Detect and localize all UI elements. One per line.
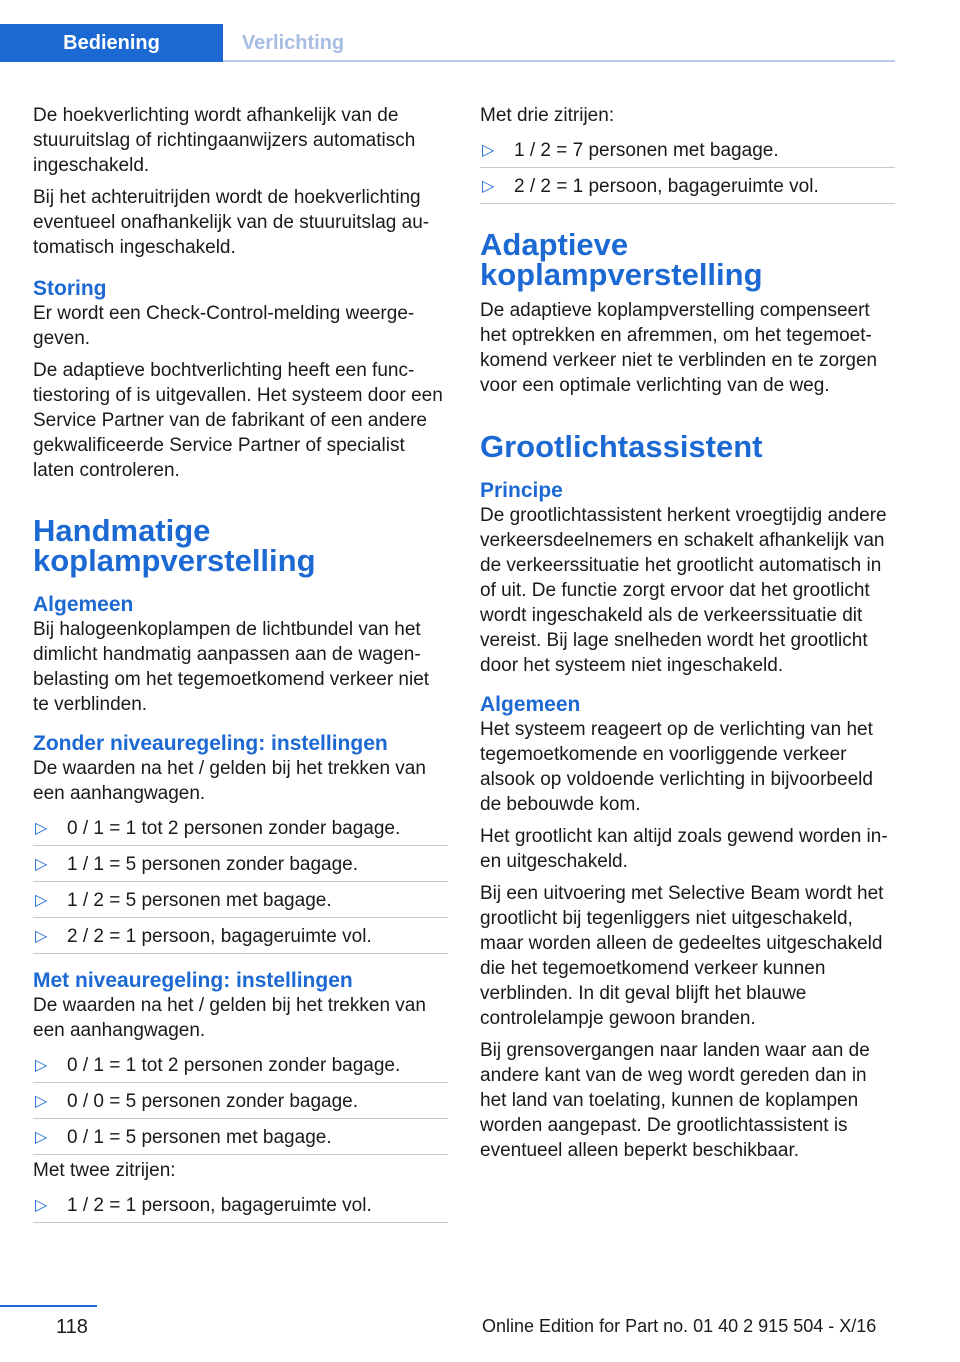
list-item [33,1190,448,1223]
list-item [33,813,448,846]
paragraph: De hoekverlichting wordt afhankelijk van de stuuruitslag of richtingaanwijzers automatisch ingeschakeld. [33,105,416,176]
triangle-bullet-icon: ▷ [35,820,48,837]
footer-edition: Online Edition for Part no. 01 40 2 915 504 - X/16 [482,1316,877,1336]
chapter-heading-adaptieve: Adaptieve koplampverstelling [480,227,763,292]
tab-verlichting[interactable]: Verlichting [241,31,345,54]
list-item-text: 0 / 1 = 1 tot 2 personen zonder bagage. [67,1055,401,1076]
list-item [33,885,448,918]
paragraph: De waarden na het / gelden bij het trekken van een aanhangwagen. [33,995,426,1041]
header-rule [223,60,895,62]
triangle-bullet-icon: ▷ [482,142,495,159]
list-item [480,171,895,204]
paragraph: Het systeem reageert op de verlichting van het tegemoetkomende en voorliggende verkeer alsook op voldoende verlichting in bijvoorbeeld de bebouwde kom. [480,719,873,815]
triangle-bullet-icon: ▷ [35,1057,48,1074]
list-item-text: 1 / 2 = 1 persoon, bagageruimte vol. [67,1195,372,1216]
section-heading-algemeen: Algemeen [33,593,134,616]
list-twee [33,1190,448,1223]
list-met [33,1050,448,1155]
list-item [33,1050,448,1083]
paragraph: Met twee zitrijen: [33,1160,176,1181]
chapter-heading-grootlicht: Grootlichtassistent [480,429,763,464]
list-item-text: 1 / 2 = 5 personen met bagage. [67,890,332,911]
paragraph: Bij een uitvoering met Selective Beam wordt het grootlicht bij tegenliggers niet uitgeschakeld, maar worden alleen de gedeeltes uitgeschakeld die het tegemoetkomend verkeer kunnen verblinden. In dit geval blijft het blauwe controlelampje gewoon branden. [480,883,884,1029]
paragraph: Met drie zitrijen: [480,105,615,126]
list-item [33,1122,448,1155]
list-item-text: 0 / 1 = 1 tot 2 personen zonder bagage. [67,818,401,839]
list-item-text: 1 / 1 = 5 personen zonder bagage. [67,854,359,875]
triangle-bullet-icon: ▷ [35,928,48,945]
list-item [33,1086,448,1119]
paragraph: Bij het achteruitrijden wordt de hoekverlichting eventueel onafhankelijk van de stuuruitslag automatisch ingeschakeld. [33,187,430,258]
tab-bediening[interactable]: Bediening [0,24,223,62]
list-item [33,849,448,882]
chapter-heading-handmatige: Handmatige koplampverstelling [33,513,316,578]
triangle-bullet-icon: ▷ [35,1129,48,1146]
paragraph: Bij grensovergangen naar landen waar aan de andere kant van de weg wordt gereden dan in het land van toelating, kunnen de koplampen worden aangepast. De grootlichtassistent is eventueel alleen beperkt beschikbaar. [480,1040,870,1161]
section-heading-algemeen: Algemeen [480,693,581,716]
section-heading-zonder: Zonder niveauregeling: instellingen [33,732,388,755]
triangle-bullet-icon: ▷ [482,178,495,195]
triangle-bullet-icon: ▷ [35,856,48,873]
paragraph: Bij halogeenkoplampen de lichtbundel van het dimlicht handmatig aanpassen aan de wagenbelasting om het tegemoetkomend verkeer niet te verblinden. [33,619,430,715]
paragraph: De grootlichtassistent herkent vroegtijdig andere verkeersdeelnemers en schakelt afhankelijk van de verkeerssituatie het grootlicht automatisch in of uit. De functie zorgt ervoor dat het grootlicht wordt ingeschakeld als de verkeerssituatie dit vereist. Bij lage snelheden wordt het grootlicht door het systeem niet ingeschakeld. [480,505,887,676]
list-item-text: 2 / 2 = 1 persoon, bagageruimte vol. [67,926,372,947]
section-heading-met: Met niveauregeling: instellingen [33,969,353,992]
list-item [480,135,895,168]
paragraph: Er wordt een Check-Control-melding weergegeven. [33,303,415,349]
page-number: 118 [56,1316,88,1338]
paragraph: De adaptieve koplampverstelling compenseert het optrekken en afremmen, om het tegemoetkomend verkeer niet te verblinden en te zorgen voor een optimale verlichting van de weg. [480,300,878,396]
list-item-text: 2 / 2 = 1 persoon, bagageruimte vol. [514,176,819,197]
list-item-text: 1 / 2 = 7 personen met bagage. [514,140,779,161]
right-column [480,103,895,1170]
paragraph: Het grootlicht kan altijd zoals gewend worden in- en uitgeschakeld. [480,826,888,872]
triangle-bullet-icon: ▷ [35,892,48,909]
list-zonder [33,813,448,954]
triangle-bullet-icon: ▷ [35,1093,48,1110]
list-item-text: 0 / 1 = 5 personen met bagage. [67,1127,332,1148]
list-item [33,921,448,954]
section-heading-storing: Storing [33,277,107,300]
left-column [33,103,448,1226]
triangle-bullet-icon: ▷ [35,1197,48,1214]
page-number-rule [0,1305,97,1307]
section-heading-principe: Principe [480,479,563,502]
header-tabs [0,24,895,62]
list-item-text: 0 / 0 = 5 personen zonder bagage. [67,1091,359,1112]
paragraph: De waarden na het / gelden bij het trekken van een aanhangwagen. [33,758,426,804]
paragraph: De adaptieve bochtverlichting heeft een functiestoring of is uitgevallen. Het systeem door een Service Partner van de fabrikant of een andere gekwalificeerde Service Partner of specialist laten controleren. [33,360,443,481]
list-drie [480,135,895,204]
